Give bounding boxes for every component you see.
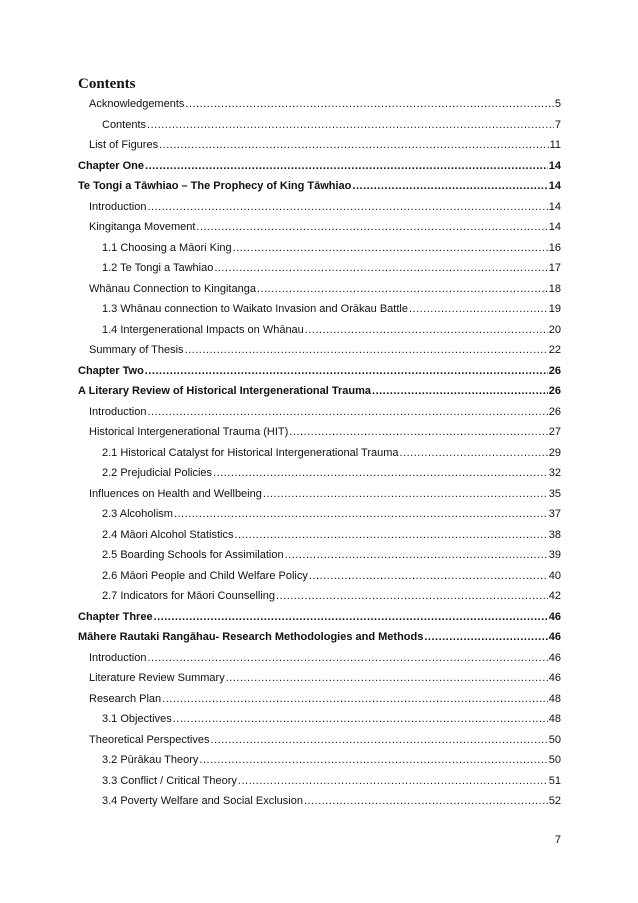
toc-entry[interactable] bbox=[78, 383, 561, 399]
toc-leader-dots bbox=[210, 732, 547, 748]
toc-leader-dots bbox=[214, 260, 547, 276]
toc-entry-title: 1.1 Choosing a Māori King bbox=[102, 241, 232, 254]
toc-entry-page: 5 bbox=[554, 98, 561, 110]
toc-entry-page: 48 bbox=[548, 692, 561, 705]
toc-entry-page: 40 bbox=[548, 569, 561, 582]
toc-entry[interactable] bbox=[102, 527, 561, 543]
toc-leader-dots bbox=[173, 711, 548, 727]
toc-entry[interactable] bbox=[89, 650, 561, 666]
toc-entry[interactable] bbox=[102, 568, 561, 584]
toc-entry-title: 3.3 Conflict / Critical Theory bbox=[102, 774, 237, 787]
toc-entry[interactable] bbox=[89, 486, 561, 502]
toc-entry[interactable] bbox=[89, 199, 561, 215]
toc-leader-dots bbox=[289, 424, 547, 440]
contents-heading: Contents bbox=[78, 76, 136, 92]
toc-entry[interactable] bbox=[102, 547, 561, 563]
toc-entry[interactable] bbox=[78, 363, 561, 379]
toc-entry-page: 27 bbox=[548, 426, 561, 438]
toc-entry-page: 42 bbox=[548, 590, 561, 602]
toc-entry-page: 46 bbox=[548, 610, 561, 623]
toc-entry-title: Historical Intergenerational Trauma (HIT) bbox=[89, 426, 289, 438]
toc-entry-page: 32 bbox=[548, 467, 561, 479]
toc-entry[interactable] bbox=[89, 404, 561, 420]
toc-entry-page: 37 bbox=[548, 508, 561, 520]
toc-leader-dots bbox=[238, 773, 548, 789]
toc-entry[interactable] bbox=[102, 322, 561, 338]
toc-leader-dots bbox=[424, 629, 547, 645]
toc-leader-dots bbox=[305, 322, 548, 338]
toc-entry-page: 46 bbox=[548, 631, 561, 643]
toc-entry-title: Kingitanga Movement bbox=[89, 221, 196, 233]
toc-entry-page: 19 bbox=[548, 303, 561, 315]
toc-entry-page: 48 bbox=[548, 713, 561, 725]
toc-entry-title: 2.1 Historical Catalyst for Historical Intergenerational Trauma bbox=[102, 446, 399, 459]
toc-entry-title: Introduction bbox=[89, 651, 147, 664]
toc-entry[interactable] bbox=[102, 506, 561, 522]
toc-leader-dots bbox=[145, 363, 548, 379]
toc-entry-page: 26 bbox=[548, 405, 561, 418]
toc-entry-page: 14 bbox=[548, 159, 561, 172]
toc-entry-title: Acknowledgements bbox=[89, 98, 185, 110]
toc-entry-page: 52 bbox=[548, 795, 561, 807]
toc-entry[interactable] bbox=[89, 137, 561, 153]
toc-entry-title: 1.4 Intergenerational Impacts on Whānau bbox=[102, 323, 304, 336]
toc-leader-dots bbox=[147, 117, 554, 133]
toc-entry[interactable] bbox=[102, 117, 561, 133]
toc-leader-dots bbox=[145, 158, 548, 174]
toc-leader-dots bbox=[162, 691, 548, 707]
toc-leader-dots bbox=[233, 240, 548, 256]
toc-entry[interactable] bbox=[102, 588, 561, 604]
toc-entry-title: Research Plan bbox=[89, 692, 162, 705]
toc-leader-dots bbox=[263, 486, 548, 502]
toc-leader-dots bbox=[400, 445, 548, 461]
toc-leader-dots bbox=[199, 752, 547, 768]
toc-entry-title: Chapter One bbox=[78, 159, 145, 172]
toc-entry[interactable] bbox=[89, 732, 561, 748]
toc-leader-dots bbox=[159, 137, 548, 153]
toc-leader-dots bbox=[276, 588, 548, 604]
toc-entry[interactable] bbox=[89, 424, 561, 440]
toc-entry-page: 46 bbox=[548, 651, 561, 664]
toc-entry-title: 2.5 Boarding Schools for Assimilation bbox=[102, 549, 284, 561]
toc-entry-page: 17 bbox=[548, 262, 561, 274]
toc-entry-page: 29 bbox=[548, 446, 561, 459]
toc-entry[interactable] bbox=[78, 178, 561, 194]
toc-leader-dots bbox=[409, 301, 548, 317]
toc-entry-page: 18 bbox=[548, 282, 561, 295]
toc-entry-title: 2.2 Prejudicial Policies bbox=[102, 467, 213, 479]
toc-entry-title: Introduction bbox=[89, 405, 147, 418]
toc-entry-title: Te Tongi a Tāwhiao – The Prophecy of King Tāwhiao bbox=[78, 180, 352, 192]
toc-entry-page: 22 bbox=[548, 344, 561, 356]
toc-entry[interactable] bbox=[102, 773, 561, 789]
toc-leader-dots bbox=[154, 609, 548, 625]
toc-leader-dots bbox=[185, 96, 553, 112]
toc-entry-title: Contents bbox=[102, 118, 147, 131]
toc-entry[interactable] bbox=[89, 219, 561, 235]
toc-entry[interactable] bbox=[102, 301, 561, 317]
toc-entry-title: Summary of Thesis bbox=[89, 344, 184, 356]
toc-entry[interactable] bbox=[89, 670, 561, 686]
toc-entry[interactable] bbox=[89, 691, 561, 707]
toc-entry-title: List of Figures bbox=[89, 139, 159, 151]
toc-leader-dots bbox=[234, 527, 547, 543]
toc-entry-title: Literature Review Summary bbox=[89, 672, 225, 684]
toc-entry-page: 7 bbox=[554, 118, 561, 131]
toc-entry-page: 14 bbox=[548, 180, 561, 192]
toc-entry[interactable] bbox=[89, 281, 561, 297]
toc-leader-dots bbox=[309, 568, 548, 584]
toc-entry-page: 26 bbox=[548, 364, 561, 377]
toc-leader-dots bbox=[352, 178, 547, 194]
toc-entry-page: 39 bbox=[548, 549, 561, 561]
toc-entry-page: 14 bbox=[548, 221, 561, 233]
toc-entry-title: Influences on Health and Wellbeing bbox=[89, 487, 262, 500]
toc-entry-title: Chapter Two bbox=[78, 364, 144, 377]
toc-entry-title: 2.7 Indicators for Māori Counselling bbox=[102, 590, 276, 602]
toc-entry-title: 1.3 Whānau connection to Waikato Invasion and Orākau Battle bbox=[102, 303, 408, 315]
toc-entry[interactable] bbox=[102, 445, 561, 461]
toc-entry-title: 1.2 Te Tongi a Tawhiao bbox=[102, 262, 214, 274]
toc-entry-title: Māhere Rautaki Rangāhau- Research Methodologies and Methods bbox=[78, 631, 424, 643]
toc-leader-dots bbox=[304, 793, 548, 809]
toc-entry-page: 51 bbox=[548, 774, 561, 787]
toc-entry[interactable] bbox=[102, 711, 561, 727]
toc-entry[interactable] bbox=[102, 752, 561, 768]
toc-entry-title: Whānau Connection to Kingitanga bbox=[89, 282, 256, 295]
toc-entry[interactable] bbox=[78, 629, 561, 645]
toc-entry-title: Chapter Three bbox=[78, 610, 153, 623]
toc-leader-dots bbox=[185, 342, 548, 358]
toc-entry-title: 2.6 Māori People and Child Welfare Policy bbox=[102, 569, 308, 582]
toc-leader-dots bbox=[147, 199, 547, 215]
toc-entry-page: 35 bbox=[548, 487, 561, 500]
toc-entry-title: A Literary Review of Historical Intergenerational Trauma bbox=[78, 385, 372, 397]
toc-entry[interactable] bbox=[78, 158, 561, 174]
toc-entry-page: 11 bbox=[549, 139, 561, 151]
toc-leader-dots bbox=[147, 404, 547, 420]
toc-entry-page: 20 bbox=[548, 323, 561, 336]
toc-leader-dots bbox=[257, 281, 548, 297]
toc-entry-page: 14 bbox=[548, 200, 561, 213]
toc-entry-title: 3.4 Poverty Welfare and Social Exclusion bbox=[102, 795, 303, 807]
toc-entry-page: 26 bbox=[548, 385, 561, 397]
toc-entry[interactable] bbox=[89, 96, 561, 112]
toc-entry-page: 16 bbox=[548, 241, 561, 254]
toc-leader-dots bbox=[226, 670, 548, 686]
toc-entry-title: 2.3 Alcoholism bbox=[102, 508, 173, 520]
toc-leader-dots bbox=[196, 219, 547, 235]
toc-entry-page: 46 bbox=[548, 672, 561, 684]
toc-entry[interactable] bbox=[102, 465, 561, 481]
toc-entry[interactable] bbox=[102, 260, 561, 276]
toc-leader-dots bbox=[372, 383, 548, 399]
toc-entry-title: 3.2 Pūrākau Theory bbox=[102, 754, 199, 766]
toc-entry[interactable] bbox=[102, 240, 561, 256]
toc-entry[interactable] bbox=[102, 793, 561, 809]
toc-entry[interactable] bbox=[89, 342, 561, 358]
toc-entry[interactable] bbox=[78, 609, 561, 625]
toc-entry-title: Introduction bbox=[89, 200, 147, 213]
toc-entry-title: 3.1 Objectives bbox=[102, 713, 172, 725]
toc-entry-page: 50 bbox=[548, 733, 561, 746]
toc-entry-page: 38 bbox=[548, 528, 561, 541]
toc-entry-title: Theoretical Perspectives bbox=[89, 733, 210, 746]
toc-leader-dots bbox=[174, 506, 548, 522]
toc-leader-dots bbox=[147, 650, 547, 666]
toc-leader-dots bbox=[213, 465, 548, 481]
toc-entry-title: 2.4 Māori Alcohol Statistics bbox=[102, 528, 234, 541]
toc-entry-page: 50 bbox=[548, 754, 561, 766]
toc-leader-dots bbox=[285, 547, 548, 563]
page-number: 7 bbox=[554, 834, 561, 846]
